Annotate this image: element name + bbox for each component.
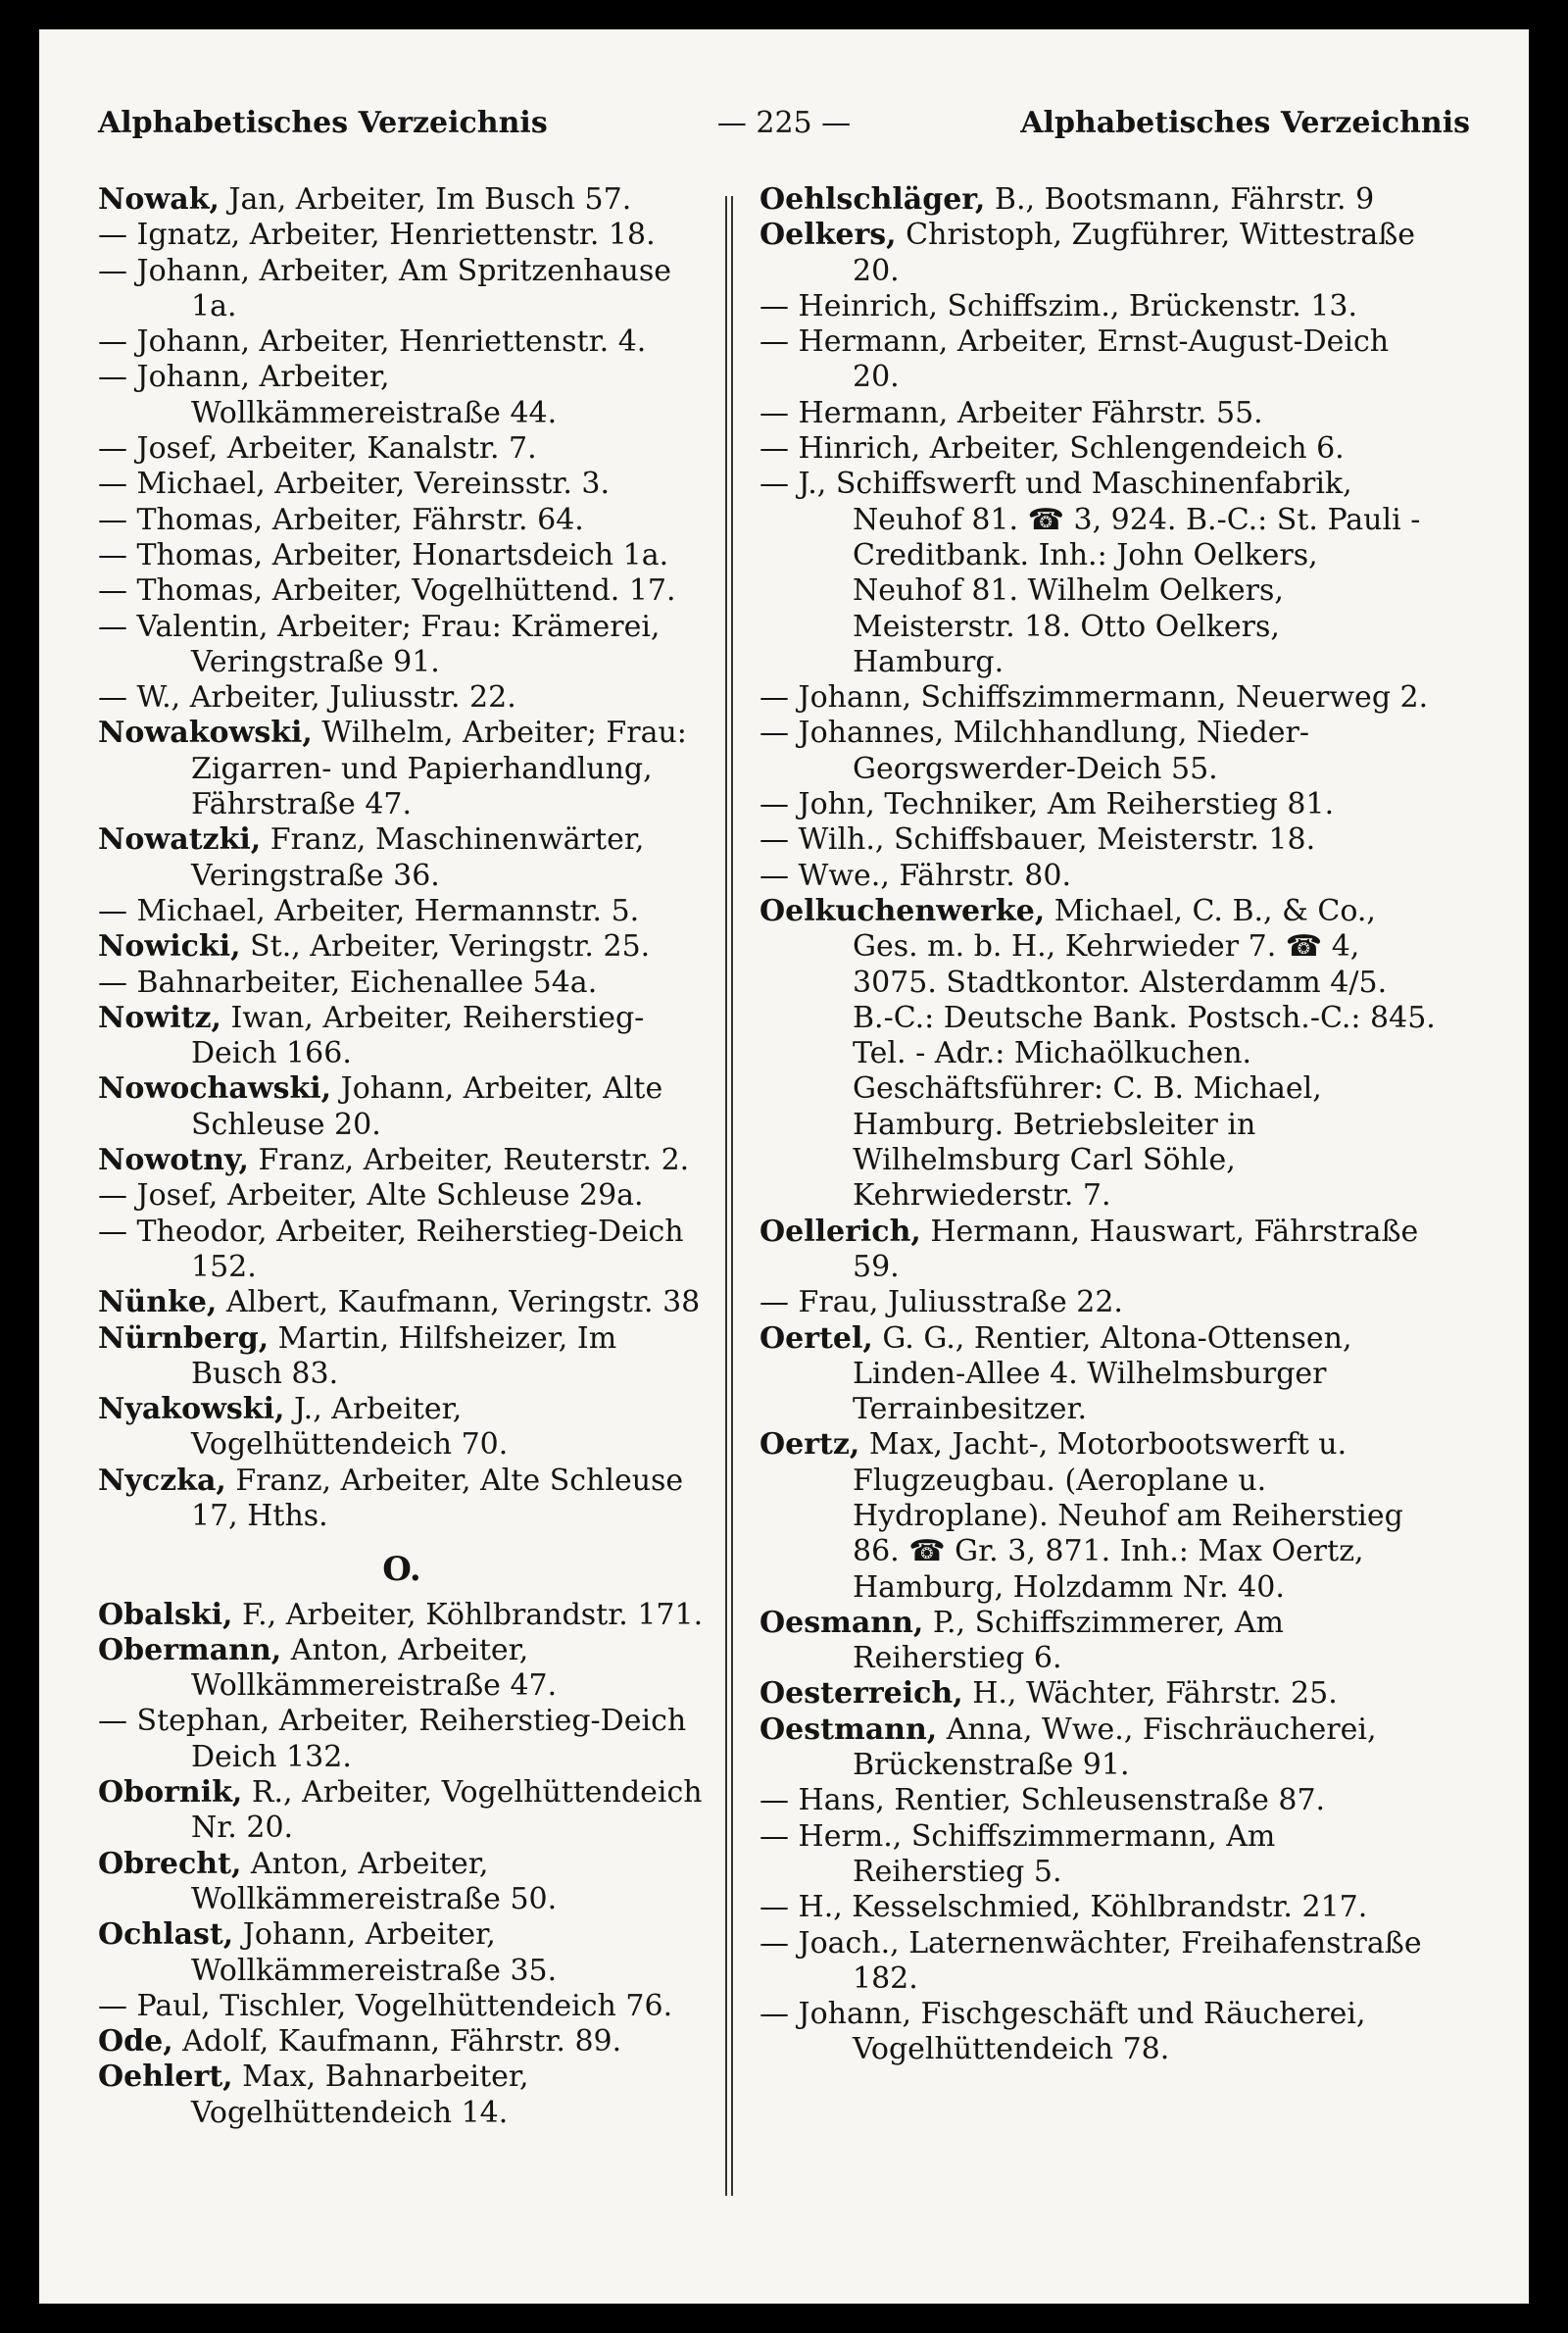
directory-entry [98,1847,706,1918]
entry-details: — Bahnarbeiter, Eichenallee 54a. [98,965,598,1000]
entry-surname: Ochlast, [98,1917,234,1953]
directory-entry [98,716,706,822]
entry-surname: Oesterreich, [760,1676,963,1712]
entry-details: — W., Arbeiter, Juliusstr. 22. [98,680,516,716]
directory-entry [98,324,706,360]
entry-details: F., Arbeiter, Köhlbrandstr. 171. [232,1597,704,1632]
entry-surname: Oelkuchenwerke, [760,893,1046,928]
entry-surname: Obrecht, [98,1846,242,1881]
directory-entry [760,859,1436,894]
entry-surname: Nowitz, [98,1000,221,1035]
directory-entry [760,1997,1436,2068]
entry-details: — Theodor, Arbeiter, Reiherstieg-Deich 152. [98,1214,684,1284]
entry-details: — Josef, Arbeiter, Alte Schleuse 29a. [98,1178,644,1214]
entry-details: — Johannes, Milchhandlung, Nieder-Georgswerder-Deich 55. [760,716,1310,786]
entry-list-o [98,1598,706,2131]
directory-entry [98,467,706,502]
directory-entry [760,324,1436,396]
entry-details: Wilhelm, Arbeiter; Frau: Zigarren- und Papierhandlung, Fährstraße 47. [191,716,687,822]
entry-details: Jan, Arbeiter, Im Busch 57. [219,182,632,217]
entry-details: — Thomas, Arbeiter, Fährstr. 64. [98,502,584,537]
entry-details: — Hinrich, Arbeiter, Schlengendeich 6. [760,431,1345,467]
left-column [98,182,706,2131]
directory-entry [98,2024,706,2060]
entry-details: R., Arbeiter, Vogelhüttendeich Nr. 20. [191,1775,703,1846]
directory-entry [98,929,706,965]
directory-entry [98,218,706,253]
entry-details: — Herm., Schiffszimmermann, Am Reiherstieg 5. [760,1818,1276,1889]
entry-surname: Nünke, [98,1285,218,1320]
directory-entry [760,1215,1436,1286]
directory-entry [98,1071,706,1143]
directory-entry [98,1001,706,1072]
directory-entry [98,538,706,573]
directory-entry [760,1427,1436,1605]
entry-details: Franz, Maschinenwärter, Veringstraße 36. [191,822,645,893]
entry-surname: Oelkers, [760,218,897,253]
entry-details: — Paul, Tischler, Vogelhüttendeich 76. [98,1988,673,2023]
directory-entry [98,360,706,431]
directory-entry [98,1143,706,1178]
directory-entry [760,1606,1436,1677]
entry-details: P., Schiffszimmerer, Am Reiherstieg 6. [853,1605,1284,1676]
entry-surname: Oertel, [760,1320,873,1356]
directory-entry [760,182,1436,218]
directory-entry [98,894,706,929]
directory-entry [760,1713,1436,1784]
entry-surname: Obermann, [98,1632,282,1667]
entry-details: J., Arbeiter, Vogelhüttendeich 70. [191,1392,509,1463]
directory-entry [98,1392,706,1464]
directory-entry [760,1285,1436,1320]
directory-entry [760,1676,1436,1712]
directory-entry [760,894,1436,1215]
directory-entry [760,716,1436,787]
entry-surname: Nürnberg, [98,1320,270,1356]
directory-entry [98,1285,706,1320]
entry-details: — John, Techniker, Am Reiherstieg 81. [760,787,1335,822]
column-divider [725,196,727,2196]
entry-details: Adolf, Kaufmann, Fährstr. 89. [172,2024,622,2060]
entry-details: — Hermann, Arbeiter Fährstr. 55. [760,395,1263,430]
directory-entry [98,1464,706,1535]
entry-details: Anton, Arbeiter, Wollkämmereistraße 50. [191,1846,558,1916]
entry-list-oe [760,182,1436,2068]
directory-entry [760,1926,1436,1998]
entry-details: — Josef, Arbeiter, Kanalstr. 7. [98,431,537,467]
directory-entry [760,680,1436,716]
entry-details: St., Arbeiter, Veringstr. 25. [240,929,651,965]
entry-details: Michael, C. B., & Co., Ges. m. b. H., Kehrwieder 7. ☎ 4, 3075. Stadtkontor. Alsterdamm 4/5. B.-C.: Deutsche Bank. Postsch.-C.: 845. Tel. - Adr.: Michaölkuchen. Geschäftsführer: C. B. Michael, Hamburg. Betriebsleiter in Wilhelmsburg Carl Söhle, Kehrwiederstr. 7. [853,893,1436,1214]
directory-entry [98,431,706,467]
directory-entry [760,822,1436,858]
entry-details: — Hermann, Arbeiter, Ernst-August-Deich 20. [760,324,1390,395]
directory-entry [760,1819,1436,1891]
directory-page [39,29,1529,2304]
directory-entry [98,1989,706,2024]
directory-entry [760,431,1436,467]
entry-details: Albert, Kaufmann, Veringstr. 38 [217,1285,701,1320]
entry-details: Anton, Arbeiter, Wollkämmereistraße 47. [191,1632,558,1704]
entry-surname: Oehlschläger, [760,182,986,217]
directory-entry [98,1633,706,1705]
entry-surname: Oertz, [760,1427,860,1463]
entry-details: Franz, Arbeiter, Alte Schleuse 17, Hths. [191,1463,684,1533]
entry-details: — Michael, Arbeiter, Hermannstr. 5. [98,893,640,928]
entry-surname: Nyakowski, [98,1392,285,1427]
running-head-left: Alphabetisches Verzeichnis [98,106,548,140]
directory-entry [760,787,1436,822]
entry-details: — Hans, Rentier, Schleusenstraße 87. [760,1783,1326,1818]
entry-details: Martin, Hilfsheizer, Im Busch 83. [191,1320,617,1391]
directory-entry [98,1775,706,1847]
column-divider [731,196,733,2196]
entry-surname: Oesmann, [760,1605,924,1640]
directory-entry [98,1598,706,1633]
entry-details: Christoph, Zugführer, Wittestraße 20. [853,218,1416,288]
directory-entry [760,1890,1436,1925]
entry-surname: Nowicki, [98,929,241,965]
entry-details: Johann, Arbeiter, Wollkämmereistraße 35. [191,1917,558,1988]
entry-list-n [98,182,706,1534]
entry-details: Franz, Arbeiter, Reuterstr. 2. [248,1143,690,1178]
directory-entry [760,1783,1436,1818]
entry-details: B., Bootsmann, Fährstr. 9 [985,182,1375,217]
directory-entry [98,680,706,716]
entry-details: — Heinrich, Schiffszim., Brückenstr. 13. [760,288,1357,323]
entry-surname: Nyczka, [98,1463,226,1498]
directory-entry [98,1178,706,1214]
entry-details: — Johann, Fischgeschäft und Räucherei, Vogelhüttendeich 78. [760,1997,1366,2067]
page-number: — 225 — [716,106,852,140]
directory-entry [98,182,706,218]
directory-entry [760,467,1436,680]
directory-entry [98,610,706,681]
entry-details: — Johann, Arbeiter, Wollkämmereistraße 44. [98,360,558,430]
entry-details: — Wwe., Fährstr. 80. [760,858,1072,893]
directory-entry [98,254,706,325]
entry-details: — Johann, Arbeiter, Am Spritzenhause 1a. [98,253,671,323]
entry-details: Max, Jacht-, Motorbootswerft u. Flugzeugbau. (Aeroplane u. Hydroplane). Neuhof am Reiherstieg 86. ☎ Gr. 3, 871. Inh.: Max Oertz, Hamburg, Holzdamm Nr. 40. [853,1427,1403,1605]
right-column [760,182,1436,2068]
entry-details: — Johann, Schiffszimmermann, Neuerweg 2. [760,680,1429,716]
entry-details: — Ignatz, Arbeiter, Henriettenstr. 18. [98,218,656,253]
entry-details: Hermann, Hauswart, Fährstraße 59. [853,1214,1419,1284]
entry-details: — Thomas, Arbeiter, Vogelhüttend. 17. [98,573,676,609]
entry-details: — H., Kesselschmied, Köhlbrandstr. 217. [760,1890,1368,1925]
directory-entry [98,1321,706,1393]
entry-details: Anna, Wwe., Fischräucherei, Brückenstraße 91. [853,1712,1377,1783]
directory-entry [98,503,706,538]
directory-entry [98,1917,706,1989]
directory-entry [98,2060,706,2131]
entry-details: — Johann, Arbeiter, Henriettenstr. 4. [98,324,647,360]
section-letter: O. [382,1550,421,1590]
entry-details: — Michael, Arbeiter, Vereinsstr. 3. [98,467,611,502]
directory-entry [98,966,706,1001]
entry-details: Johann, Arbeiter, Alte Schleuse 20. [191,1071,663,1142]
directory-entry [760,218,1436,289]
directory-entry [760,1321,1436,1428]
entry-surname: Obornik, [98,1775,243,1811]
directory-entry [98,822,706,894]
entry-surname: Nowak, [98,182,220,217]
entry-details: — Joach., Laternenwächter, Freihafenstraße 182. [760,1925,1422,1996]
entry-surname: Nowakowski, [98,716,313,751]
entry-details: Iwan, Arbeiter, Reiherstieg-Deich 166. [191,1000,645,1071]
directory-entry [98,573,706,609]
entry-surname: Nowochawski, [98,1071,332,1107]
entry-surname: Ode, [98,2024,173,2060]
entry-details: — Frau, Juliusstraße 22. [760,1285,1123,1320]
entry-surname: Nowotny, [98,1143,249,1178]
page-header [98,106,1470,155]
entry-details: — Thomas, Arbeiter, Honartsdeich 1a. [98,537,669,572]
running-head-right: Alphabetisches Verzeichnis [1020,106,1470,140]
entry-details: — Valentin, Arbeiter; Frau: Krämerei, Veringstraße 91. [98,609,661,679]
entry-surname: Obalski, [98,1597,233,1632]
entry-details: G. G., Rentier, Altona-Ottensen, Linden-Allee 4. Wilhelmsburger Terrainbesitzer. [853,1320,1352,1427]
entry-details: — Wilh., Schiffsbauer, Meisterstr. 18. [760,822,1316,858]
entry-surname: Nowatzki, [98,822,262,858]
directory-entry [98,1704,706,1775]
entry-surname: Oellerich, [760,1214,921,1249]
entry-details: Max, Bahnarbeiter, Vogelhüttendeich 14. [191,2060,529,2130]
directory-entry [760,396,1436,431]
directory-entry [760,289,1436,324]
entry-details: H., Wächter, Fährstr. 25. [962,1676,1338,1712]
entry-surname: Oehlert, [98,2060,233,2095]
entry-details: — J., Schiffswerft und Maschinenfabrik, Neuhof 81. ☎ 3, 924. B.-C.: St. Pauli - Creditbank. Inh.: John Oelkers, Neuhof 81. Wilhelm Oelkers, Meisterstr. 18. Otto Oelkers, Hamburg. [760,467,1421,679]
directory-entry [98,1215,706,1286]
entry-details: — Stephan, Arbeiter, Reiherstieg-Deich Deich 132. [98,1704,687,1774]
entry-surname: Oestmann, [760,1712,938,1747]
